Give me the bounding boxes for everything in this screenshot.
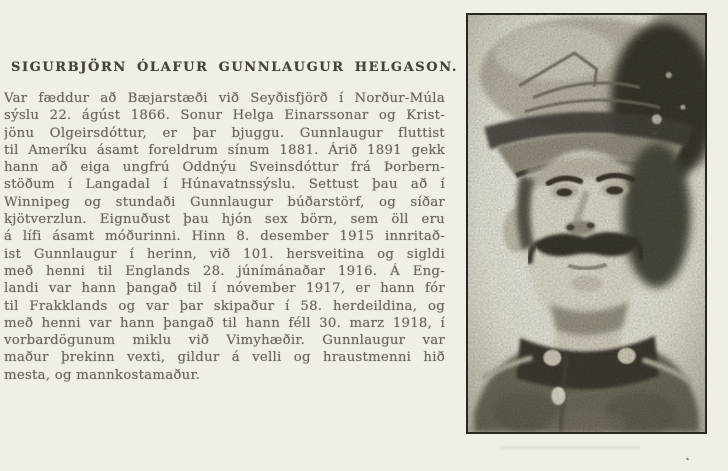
ink-speck: [686, 457, 690, 460]
text-line: jönu Olgeirsdóttur, er þar bjuggu. Gunnlaugur fluttist: [4, 125, 445, 141]
text-line: Winnipeg og stundaði Gunnlaugur búðarstörf, og síðar: [4, 194, 445, 210]
scan-smudge: [500, 446, 640, 449]
text-line: til Frakklands og var þar skipaður í 58. herdeildina, og: [4, 298, 445, 314]
text-line: til Ameríku ásamt foreldrum sínum 1881. Árið 1891 gekk: [4, 142, 445, 158]
text-line: með henni til Englands 28. júnímánaðar 1916. Á Eng-: [4, 263, 445, 279]
soldier-portrait-image: [468, 15, 705, 432]
page-title: SIGURBJÖRN ÓLAFUR GUNNLAUGUR HELGASON.: [11, 60, 458, 75]
text-line: kjötverzlun. Eignuðust þau hjón sex börn, sem öll eru: [4, 212, 445, 228]
text-line: vorbardögunum miklu við Vimyhæðir. Gunnlaugur var: [4, 333, 445, 349]
text-line: maður þrekinn vexti, gildur á velli og hraustmenni hið: [4, 350, 445, 366]
portrait-photo-frame: [466, 13, 707, 434]
text-line: landi var hann þangað til í nóvember 1917, er hann fór: [4, 281, 445, 297]
text-line: hann að eiga ungfrú Oddnýu Sveinsdóttur frá Þorbern-: [4, 160, 445, 176]
text-line: ist Gunnlaugur í herinn, við 101. hersveitina og sigldi: [4, 246, 445, 262]
text-line: stöðum í Langadal í Húnavatnssýslu. Settust þau að í: [4, 177, 445, 193]
biography-paragraph: [4, 90, 445, 384]
text-line: sýslu 22. ágúst 1866. Sonur Helga Einarssonar og Krist-: [4, 108, 445, 124]
text-line: á lífi ásamt móðurinni. Hinn 8. desember 1915 innritað-: [4, 229, 445, 245]
biography-column: [4, 60, 458, 384]
text-line: mesta, og mannkostamaður.: [4, 367, 201, 383]
text-line: Var fæddur að Bæjarstæði við Seyðisfjörð í Norður-Múla: [4, 91, 445, 106]
text-line: með henni var hann þangað til hann féll 30. marz 1918, í: [4, 315, 445, 331]
